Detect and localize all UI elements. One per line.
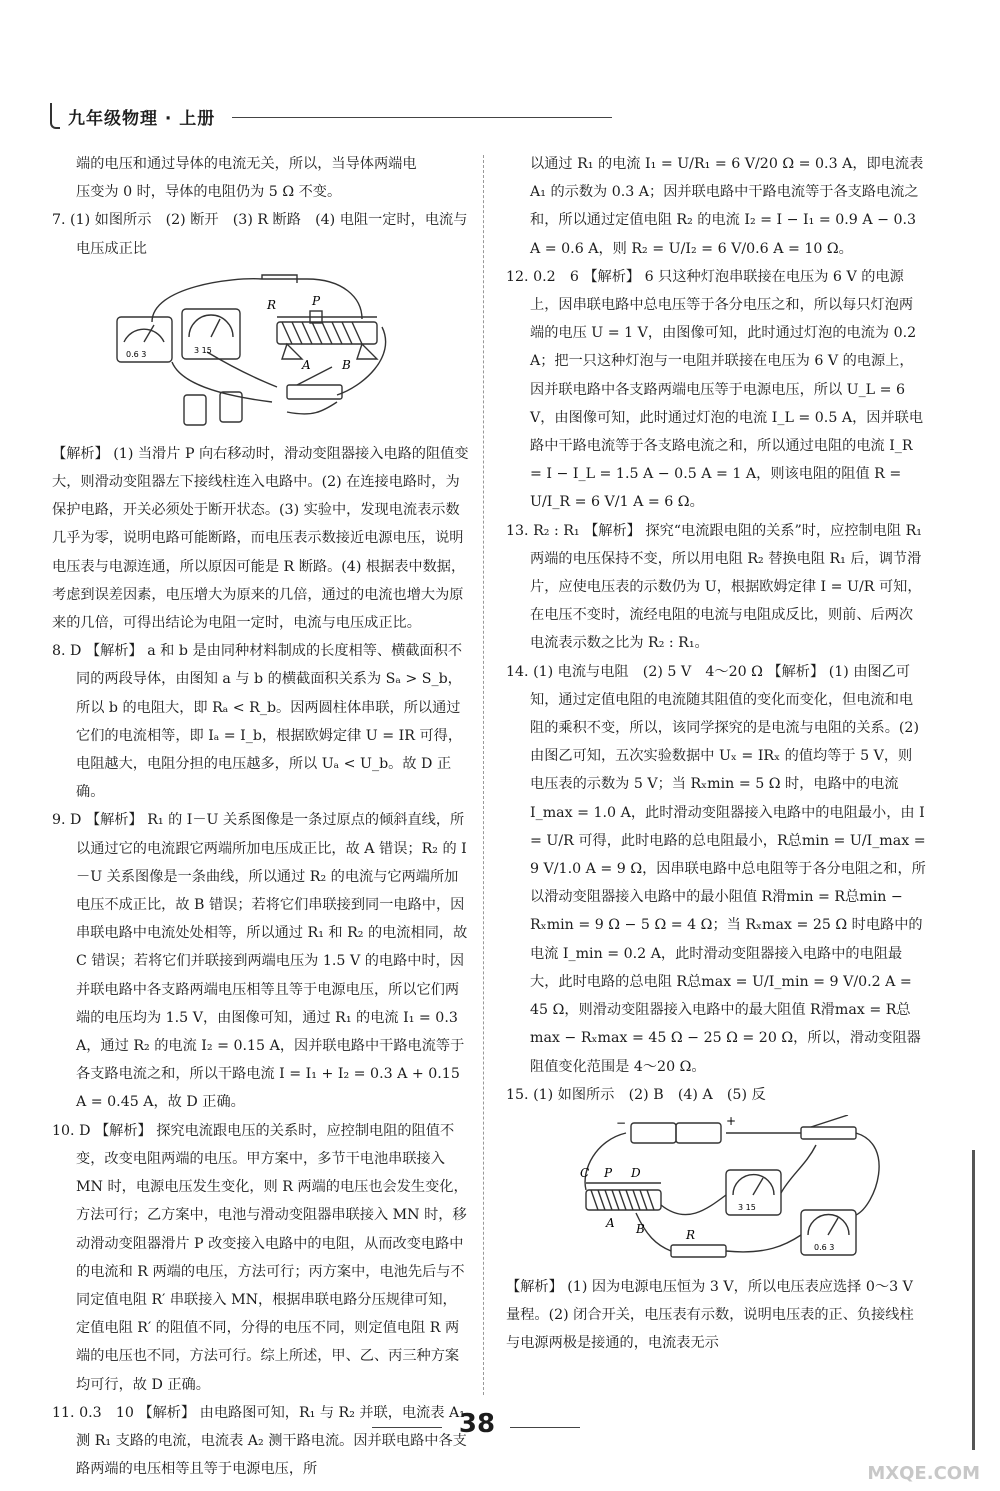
label-R: R — [267, 297, 277, 312]
label-minus: − — [616, 1115, 627, 1130]
footer-rule-left — [372, 1427, 442, 1428]
answer-10: 10. D 【解析】 探究电流跟电压的关系时，应控制电阻的阻值不变，改变电阻两端的电压。甲方案中，多节干电池串联接入 MN 时，电源电压发生变化，则 R 两端的电压也会发生变化，方法可行；乙方案中，电池与滑动变阻器串联接入 MN 时，移动滑动变阻器滑片 P 改变接入电路中的电阻，从而改变电路中的电流和 R 两端的电压，方法可行；丙方案中，电池先后与不同定值电阻 R′ 串联接入 MN，根据串联电路分压规律可知，定值电阻 R′ 的阻值不同，分得的电压不同，则定值电阻 R 两端的电压也不同，方法可行。综上所述，甲、乙、丙三种方案均可行，故 D 正确。 — [52, 1122, 468, 1393]
label-D: D — [631, 1165, 641, 1180]
label-C: C — [580, 1165, 590, 1180]
answer-11-continued: 以通过 R₁ 的电流 I₁ = U/R₁ = 6 V/20 Ω = 0.3 A，即电流表 A₁ 的示数为 0.3 A；因并联电路中干路电流等于各支路电流之和，所以通过定值电阻 R₂ 的电流 I₂ = I − I₁ = 0.9 A − 0.3 A = 0.6 A，则 R₂ = U/I₂ = 6 V/0.6 A = 10 Ω。 — [530, 156, 924, 257]
circuit-diagram-15 — [576, 1115, 896, 1265]
answer-12: 12. 0.2 6 【解析】 6 只这种灯泡串联接在电压为 6 V 的电源上，因串联电路中总电压等于各分电压之和，所以每只灯泡两端的电压 U = 1 V，由图像可知，此时通过灯泡的电流为 0.2 A；把一只这种灯泡与一电阻并联接在电压为 6 V 的电源上，因并联电路中各支路两端电压等于电源电压，所以 U_L = 6 V，由图像可知，此时通过灯泡的电流 I_L = 0.5 A，因并联电路中干路电流等于各支路电流之和，所以通过电阻的电流 I_R = I − I_L = 1.5 A − 0.5 A = 1 A，则该电阻的阻值 R = U/I_R = 6 V/1 A = 6 Ω。 — [506, 268, 924, 511]
label-A: A — [606, 1215, 615, 1230]
watermark-text: MXQE.COM — [867, 1463, 980, 1484]
switch-base — [801, 1127, 856, 1139]
wire — [152, 279, 362, 322]
page-edge-shadow — [972, 1150, 985, 1450]
label-P: P — [312, 293, 321, 308]
battery-b — [676, 1123, 721, 1143]
voltmeter-scale: 3 15 — [194, 345, 212, 355]
answer-8: 8. D 【解析】 a 和 b 是由同种材料制成的长度相等、横截面积不同的两段导体，由图知 a 与 b 的横截面积关系为 Sₐ > S_b，所以 b 的电阻大，即 Rₐ < R_b。因两圆柱体串联，所以通过它们的电流相等，即 Iₐ = I_b，根据欧姆定律 U = IR 可得，电阻越大，电阻分担的电压越多，所以 Uₐ < U_b。故 D 正确。 — [52, 643, 463, 801]
page-header — [50, 100, 610, 130]
label-P: P — [604, 1165, 613, 1180]
column-divider — [483, 155, 484, 1395]
ammeter-scale: 0.6 3 — [126, 349, 147, 359]
circuit-figure-7 — [112, 267, 412, 432]
analysis-15: 【解析】 (1) 因为电源电压恒为 3 V，所以电压表应选择 0～3 V 量程。(2) 闭合开关，电压表有示数，说明电压表的正、负接线柱与电源两极是接通的，电流表无示 — [506, 1278, 914, 1352]
label-A: A — [302, 357, 311, 372]
para-continued-1: 端的电压和通过导体的电流无关，所以，当导体两端电 — [76, 156, 417, 172]
resistor-R — [671, 1245, 726, 1257]
battery-1 — [184, 395, 206, 425]
answer-14: 14. (1) 电流与电阻 (2) 5 V 4～20 Ω 【解析】 (1) 由图乙可知，通过定值电阻的电流随其阻值的变化而变化，但电流和电阻的乘积不变，所以，该同学探究的是电流与电阻的关系。(2) 由图乙可知，五次实验数据中 Uₓ = IRₓ 的值均等于 5 V，则电压表的示数为 5 V；当 Rₓmin = 5 Ω 时，电路中的电流 I_max = 1.0 A，此时滑动变阻器接入电路中的电阻最小，由 I = U/R 可得，此时电路的总电阻最小，R总min = U/I_max = 9 V/1.0 A = 9 Ω，因串联电路中总电阻等于各分电阻之和，所以滑动变阻器接入电路中的最小阻值 R滑min = R总min − Rₓmin = 9 Ω − 5 Ω = 4 Ω；当 Rₓmax = 25 Ω 时电路中的电流 I_min = 0.2 A，此时滑动变阻器接入电路中的电阻最大，此时电路的总电阻 R总max = U/I_min = 9 V/0.2 A = 45 Ω，则滑动变阻器接入电路中的最大阻值 R滑max = R总max − Rₓmax = 45 Ω − 25 Ω = 20 Ω，所以，滑动变阻器阻值变化范围是 4～20 Ω。 — [506, 663, 926, 1075]
right-column — [506, 150, 926, 1358]
watermark — [795, 1418, 980, 1484]
footer-rule-right — [510, 1427, 580, 1428]
analysis-7: 【解析】 (1) 当滑片 P 向右移动时，滑动变阻器接入电路的阻值变大，则滑动变阻器左下接线柱连入电路中。(2) 在连接电路时，为保护电路，开关必须处于断开状态。(3) 实验中，发现电流表示数几乎为零，说明电路可能断路，而电压表示数接近电源电压，说明电压表与电源连通，所以原因可能是 R 断路。(4) 根据表中数据，考虑到误差因素，电压增大为原来的几倍，通过的电流也增大为原来的几倍，可得出结论为电阻一定时，电流与电压成正比。 — [52, 445, 469, 632]
page-number: 38 — [458, 1409, 496, 1439]
switch-base — [287, 385, 342, 399]
circuit-figure-15 — [576, 1115, 896, 1265]
answer-11: 11. 0.3 10 【解析】 由电路图可知，R₁ 与 R₂ 并联，电流表 A₁ 测 R₁ 支路的电流，电流表 A₂ 测干路电流。因并联电路中各支路两端的电压相等且等于电源电压，所 — [52, 1404, 467, 1478]
left-column — [52, 150, 470, 1483]
label-B: B — [342, 357, 351, 372]
label-R: R — [686, 1227, 696, 1242]
answer-13: 13. R₂ : R₁ 【解析】 探究“电流跟电阻的关系”时，应控制电阻 R₁ 两端的电压保持不变，所以用电阻 R₂ 替换电阻 R₁ 后，调节滑片，应使电压表的示数仍为 U，根据欧姆定律 I = U/R 可知，在电压不变时，流经电阻的电流与电阻成反比，则前、后两次电流表示数之比为 R₂ : R₁。 — [506, 522, 922, 652]
battery-a — [631, 1123, 676, 1143]
ammeter-scale: 0.6 3 — [814, 1242, 835, 1252]
para-continued-2: 压变为 0 时，导体的电阻仍为 5 Ω 不变。 — [76, 184, 342, 201]
header-bracket — [50, 103, 60, 129]
label-plus: + — [726, 1114, 737, 1128]
answer-15: 15. (1) 如图所示 (2) B (4) A (5) 反 — [506, 1086, 766, 1103]
voltmeter-scale: 3 15 — [738, 1202, 756, 1212]
switch-lever — [811, 1115, 848, 1127]
answer-7: 7. (1) 如图所示 (2) 断开 (3) R 断路 (4) 电阻一定时，电流与电压成正比 — [52, 212, 468, 257]
label-B: B — [636, 1221, 645, 1236]
answer-9: 9. D 【解析】 R₁ 的 I－U 关系图像是一条过原点的倾斜直线，所以通过它的电流跟它两端所加电压成正比，故 A 错误；R₂ 的 I－U 关系图像是一条曲线，所以通过 R₂ 的电流与它两端所加电压不成正比，故 B 错误；若将它们串联接到同一电路中，因串联电路中电流处处相等，所以通过 R₁ 和 R₂ 的电流相同，故 C 错误；若将它们并联接到两端电压为 1.5 V 的电路中时，因并联电路中各支路两端电压相等且等于电源电压，所以它们两端的电压均为 1.5 V，由图像可知，通过 R₁ 的电流 I₁ = 0.3 A，通过 R₂ 的电流 I₂ = 0.15 A，因并联电路中干路电流等于各支路电流之和，所以干路电流 I = I₁ + I₂ = 0.3 A + 0.15 A = 0.45 A，故 D 正确。 — [52, 812, 468, 1111]
header-title: 九年级物理 · 上册 — [68, 109, 216, 129]
header-rule — [232, 117, 612, 118]
circuit-diagram — [112, 267, 412, 432]
